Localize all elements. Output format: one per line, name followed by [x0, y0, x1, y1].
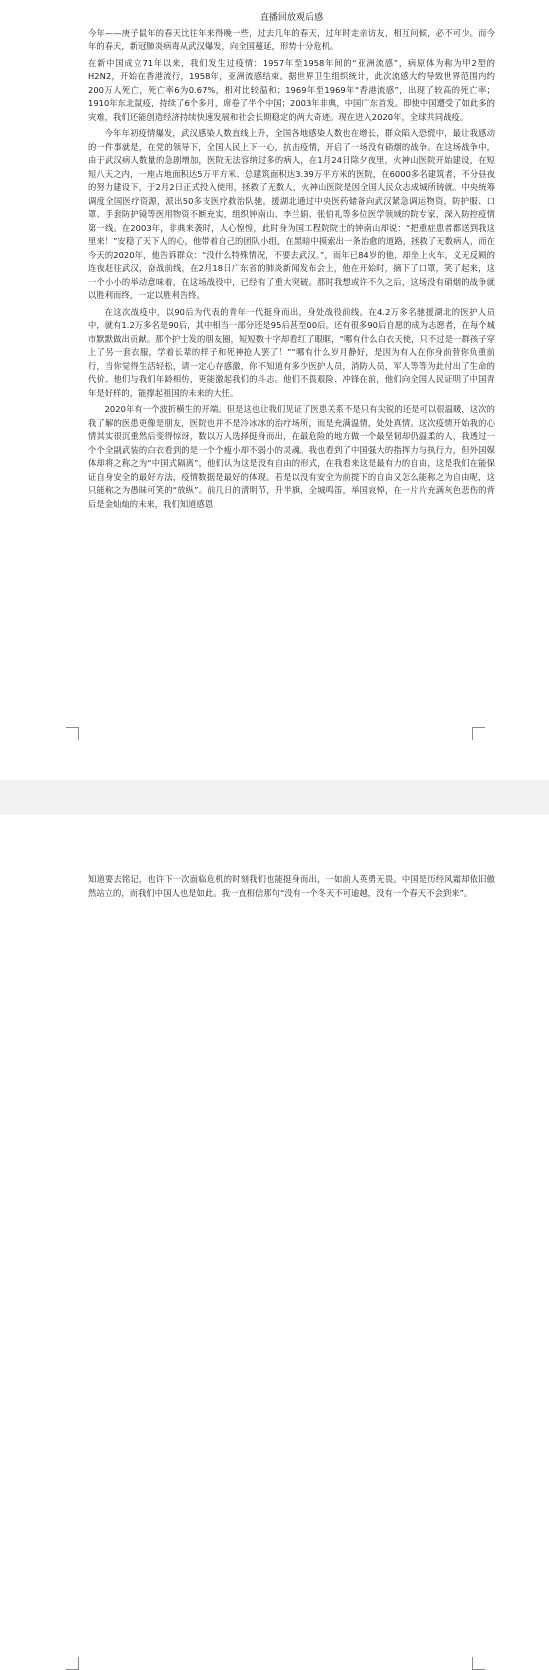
- paragraph-youth: 在这次战疫中，以90后为代表的青年一代挺身而出，身处战役前线。在4.2万多名驰援湖北的医护人员中，就有1.2万多名是90后，其中相当一部分还是95后甚至00后。还有很多90后自愿的成为志愿者，在每个城市默默做出贡献。那个护士发的朋友圈，短短数十字却看红了眼眶，“哪有什么白衣天使，只不过是一群孩子穿上了另一套衣服，学着长辈的样子和死神抢人罢了！”“哪有什么岁月静好，是因为有人在你身前替你负重前行，当你觉得生活轻松，请一定心存感激，你不知道有多少医护人员，消防人员，军人等等为此付出了生命的代价。他们与我们年龄相仿，更能激起我们的斗志。他们不畏艰险、冲锋在前，他们向全国人民证明了中国青年是好样的，能撑起祖国的未来的大任。: [88, 306, 495, 398]
- paragraph-conclusion: 知道要去铭记，也许下一次面临危机的时刻我们也能挺身而出，一如前人英勇无畏。中国是历经风霜却依旧傲然站立的，而我们中国人也是如此。我一直相信那句“没有一个冬天不可逾越，没有一个春天不会到来”。: [88, 874, 495, 898]
- page-1-body: [88, 12, 495, 514]
- page-2-body: [88, 873, 495, 903]
- paragraph-intro: 今年——庚子鼠年的春天比往年来得晚一些，过去几年的春天，过年时走亲访友，相互问候，必不可少。而今年的春天，新冠肺炎病毒从武汉爆发，向全国蔓延，形势十分危机。: [88, 27, 495, 51]
- page-corner-mark-bottom-left: [66, 727, 79, 740]
- paragraph-2020: 2020年有一个波折横生的开端。但是这也让我们见证了医患关系不是只有尖锐的还是可以很温暖，这次的我了解的医患更像是朋友，医院也并不是冷冰冰的治疗场所，而是充满温情，处处真情。这次疫情开始我的心情其实很沉重然后变得惊讶，数以万人选择挺身而出，在最危险的地方做一个最坚韧却仍温柔的人，我透过一个个全副武装的白衣看到的是一个个瘦小却不弱小的灵魂。我也看到了中国强大的指挥力与执行力，但外国媒体却将之称之为“中国式隔离”，他们认为这是没有自由的形式，在我看来这是最有力的自由，这是我们在能保证自身安全的最好方法，疫情数据是最好的体现。若是以没有安全为前提下的自由又怎么能称之为自由呢，这只能称之为愚昧可笑的“放纵”。前几日的清明节，升半旗，全城鸣笛，举国哀悼，在一片片充满灰色悲伤的背后是金灿灿的未来，我们知道感恩: [88, 404, 495, 509]
- page-corner-mark-bottom-right: [472, 727, 485, 740]
- page-corner-mark-top-left: [66, 1657, 79, 1670]
- document-title: 直播回放观后感: [259, 13, 324, 23]
- document-page-1: [0, 0, 549, 780]
- document-page-2: [0, 815, 549, 931]
- page-corner-mark-top-right: [472, 1657, 485, 1670]
- paragraph-history: 在新中国成立71年以来，我们发生过疫情：1957年至1958年间的“亚洲流感”，病原体为称为甲2型的H2N2，开始在香港流行，1958年，亚洲流感结束。据世界卫生组织统计，此次流感大约导致世界范围内约200万人死亡，死亡率6为0.67%，相对比较温和；1969年至1969年“香港流感”，出现了较高的死亡率；1910年东北鼠疫，持续了6个多月，席卷了半个中国；2003年非典，中国广东首发。即使中国遭受了如此多的灾难，我们还能创造经济持续快速发展和社会长期稳定的两大奇迹。现在进入2020年，全球共同战疫。: [88, 57, 495, 122]
- page-separator: [0, 780, 549, 815]
- paragraph-outbreak: 今年年初疫情爆发，武汉感染人数直线上升，全国各地感染人数也在增长，群众陷入恐慌中，最让我感动的一件事就是，在党的领导下，全国人民上下一心，抗击疫情，开启了一场没有硝烟的战争。在这场战争中，由于武汉病人数量的急剧增加，医院无法容纳过多的病人，在1月24日除夕夜里，火神山医院开始建设，在短短八天之内，一座占地面积达5万平方米、总建筑面积达3.39万平方米的医院，在6000多名建筑者，不分昼夜的努力建设下，于2月2日正式投入使用，拯救了无数人，火神山医院是因全国人民众志成城所铸就。中央统筹调度全国医疗资源，派出50多支医疗救治队驰，援湖北通过中央医药储备向武汉紧急调运物资，防护服、口罩、手套防护镜等医用物资不断充实，组织钟南山、李兰娟、张伯礼等多位医学领域的院专家，深入防控疫情第一线。在2003年，非典来袭时，人心惶惶，此时身为国工程院院士的钟南山却说：“把重症患者都送到我这里来！”安稳了天下人的心，他带着自己的团队小组，在黑暗中摸索出一条治愈的道路，拯救了无数病人，而在今天的2020年，他告诉群众：“没什么特殊情况，不要去武汉。”，而年已84岁的他，却坐上火车，义无反顾的连夜赶往武汉，奋战前线，在2月18日广东省的肺炎新闻发布会上，他在开始时，摘下了口罩，笑了起来，这一个小小的举动意味着，在这场战役中，已经有了重大突破。那时我想或许不久之后，这场没有硝烟的战争就以胜利而终，一定以胜利告终。: [88, 128, 495, 300]
